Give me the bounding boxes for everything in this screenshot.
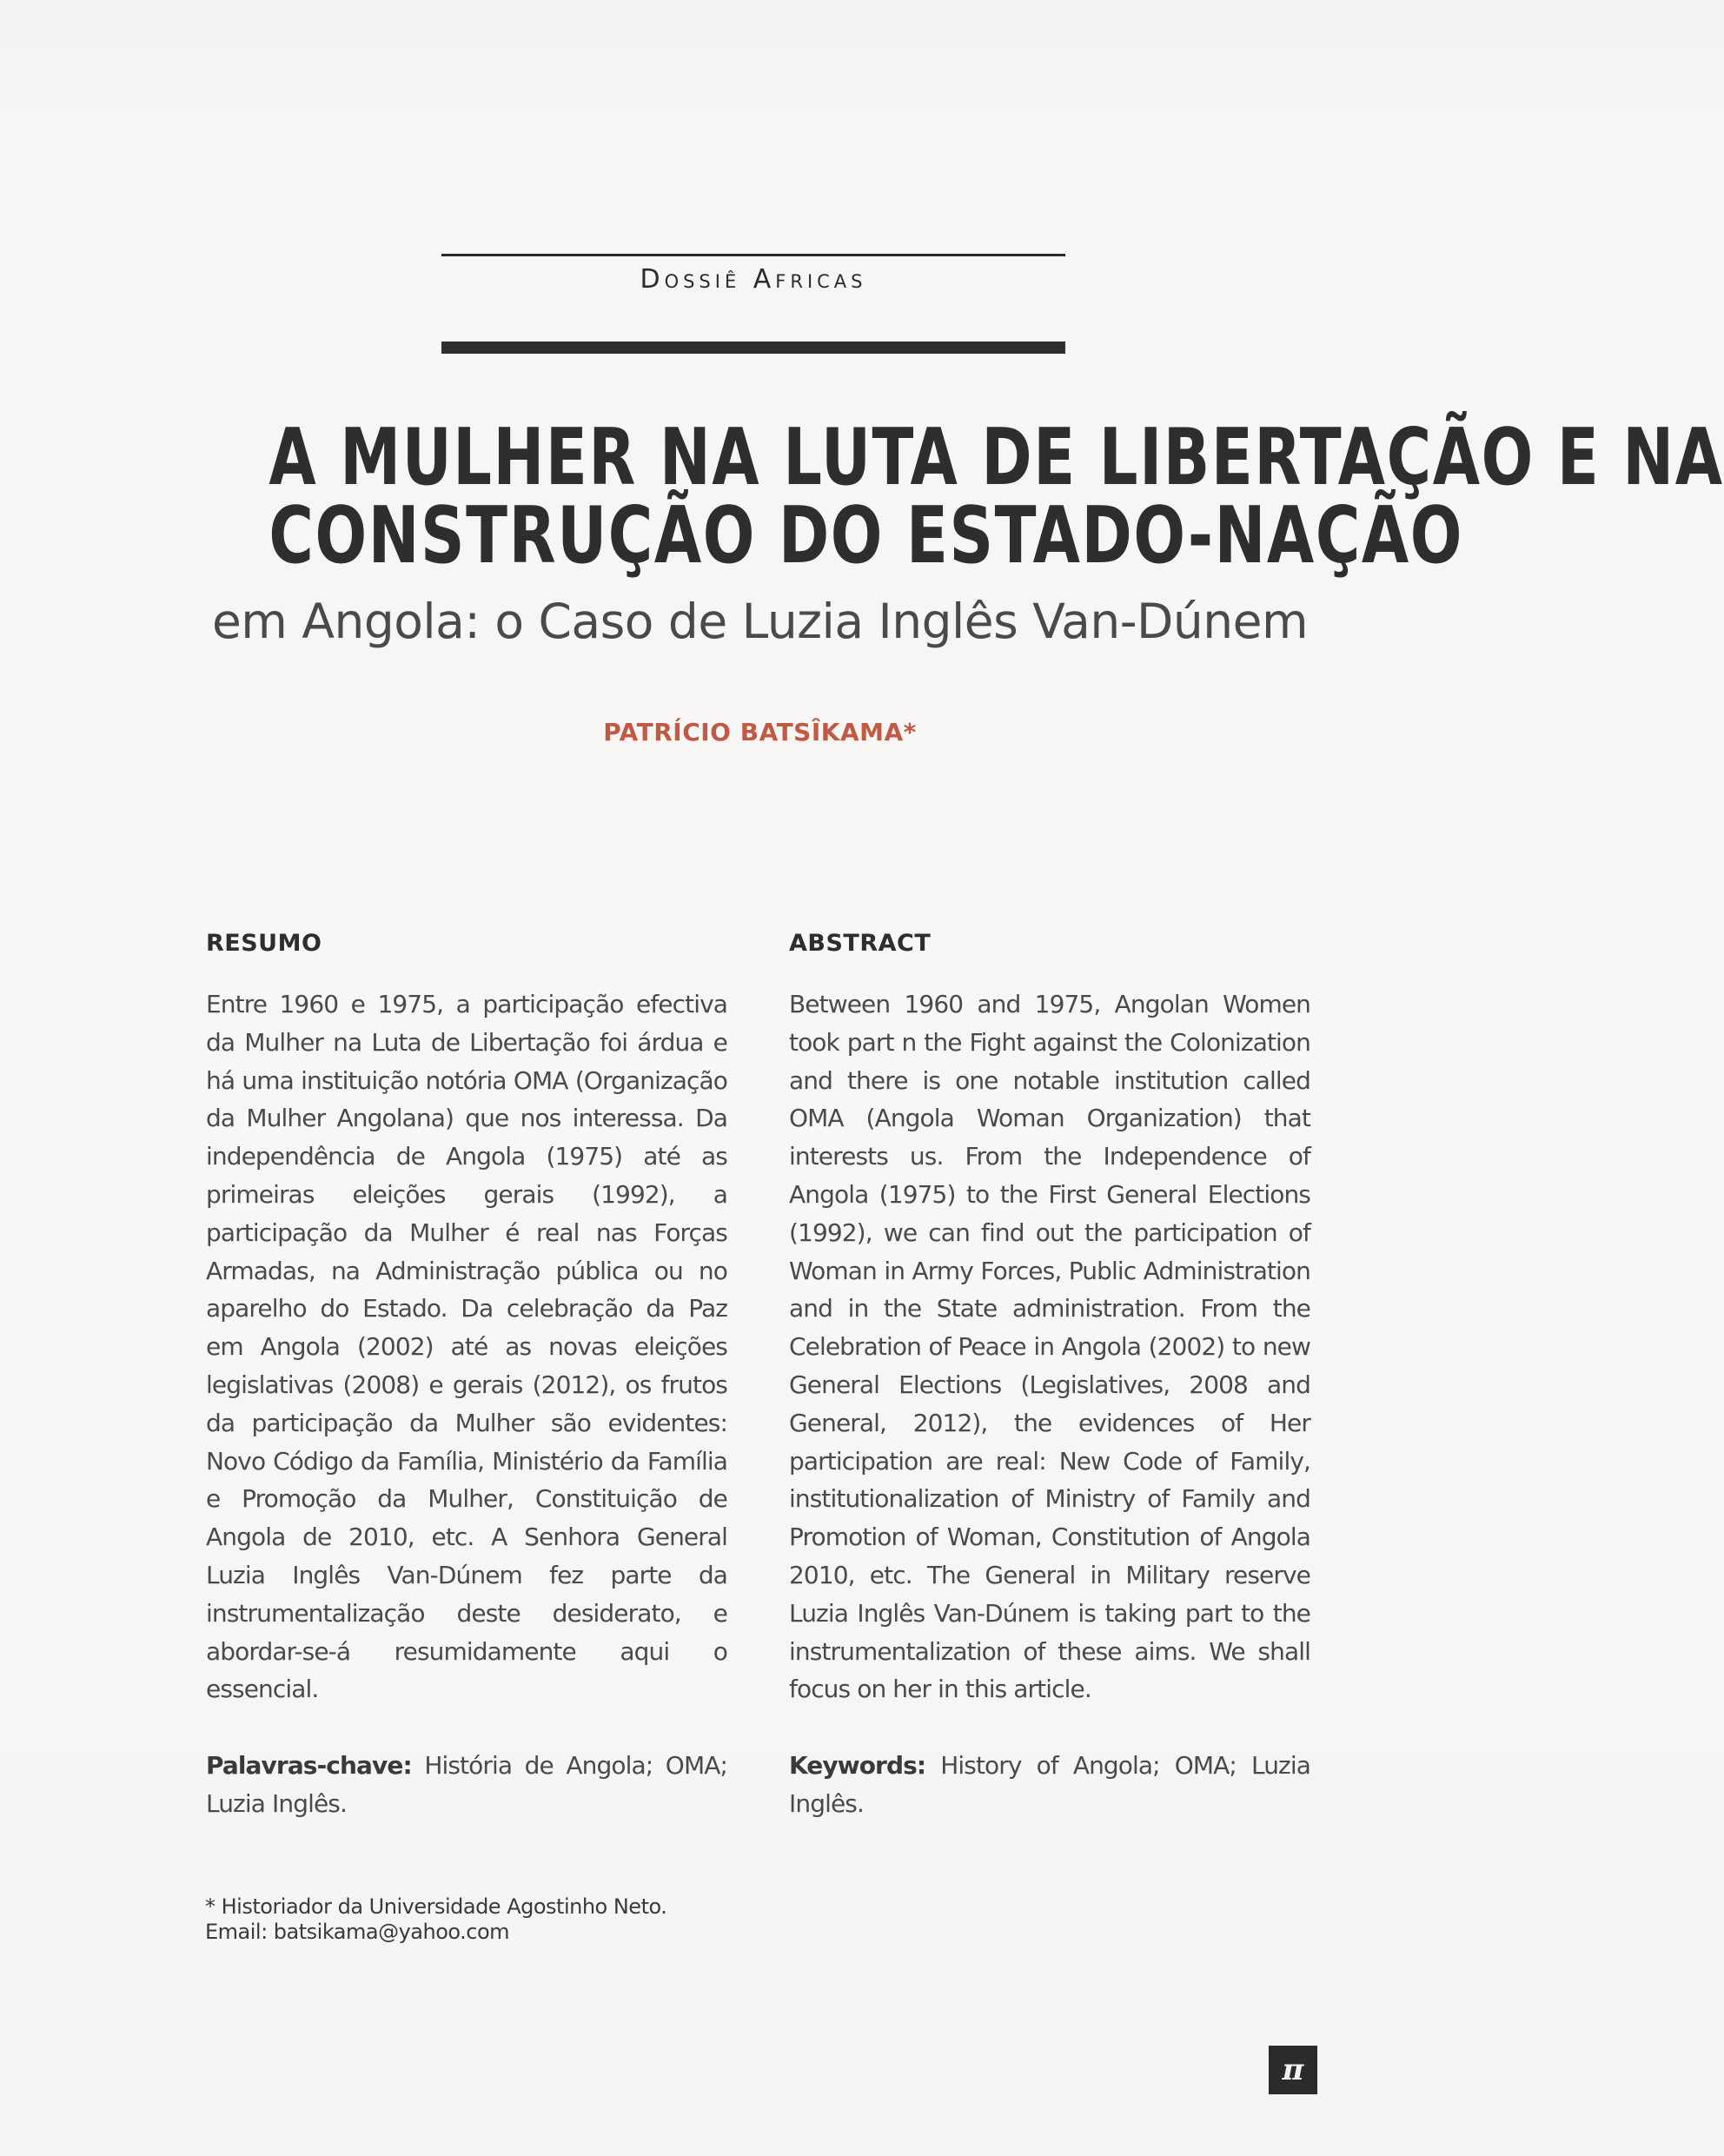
- resumo-column: [206, 926, 727, 1823]
- abstract-keywords: [789, 1747, 1310, 1823]
- resumo-heading: RESUMO: [206, 930, 322, 957]
- abstract-column: [789, 926, 1310, 1823]
- author-footnote: [205, 1894, 987, 1945]
- footnote-affiliation: * Historiador da Universidade Agostinho Neto.: [205, 1894, 667, 1919]
- author-name: PATRÍCIO BATSÎKAMA*: [603, 718, 917, 746]
- article-title: [269, 412, 1724, 581]
- abstract-keywords-label: Keywords:: [789, 1751, 926, 1781]
- resumo-keywords-label: Palavras-chave:: [206, 1751, 412, 1781]
- resumo-keywords-value: História de Angola; OMA; Luzia Inglês.: [206, 1751, 727, 1818]
- journal-logo-icon: [1269, 2046, 1317, 2094]
- journal-logo-glyph: π: [1282, 2053, 1304, 2087]
- resumo-body: Entre 1960 e 1975, a participação efectiva da Mulher na Luta de Libertação foi árdua e há uma instituição notória OMA (Organização da Mulher Angolana) que nos interessa. Da independência de Angola (1975) até as primeiras eleições gerais (1992), a participação da Mulher é real nas Forças Armadas, na Administração pública ou no aparelho do Estado. Da celebração da Paz em Angola (2002) até as novas eleições legislativas (2008) e gerais (2012), os frutos da participação da Mulher são evidentes: Novo Código da Família, Ministério da Família e Promoção da Mulher, Constituição de Angola de 2010, etc. A Senhora General Luzia Inglês Van-Dúnem fez parte da instrumentalização deste desiderato, e abordar-se-á resumidamente aqui o essencial.: [206, 990, 727, 1704]
- section-label: Dossiê Africas: [640, 264, 867, 295]
- abstract-body: Between 1960 and 1975, Angolan Women took part n the Fight against the Colonization and there is one notable institution called OMA (Angola Woman Organization) that interests us. From the Independence of Angola (1975) to the First General Elections (1992), we can find out the participation of Woman in Army Forces, Public Administration and in the State administration. From the Celebration of Peace in Angola (2002) to new General Elections (Legislatives, 2008 and General, 2012), the evidences of Her participation are real: New Code of Family, institutionalization of Ministry of Family and Promotion of Woman, Constitution of Angola 2010, etc. The General in Military reserve Luzia Inglês Van-Dúnem is taking part to the instrumentalization of these aims. We shall focus on her in this article.: [789, 990, 1310, 1704]
- article-title-line-1: A MULHER NA LUTA DE LIBERTAÇÃO E NA: [269, 412, 1724, 503]
- section-bottom-rule: [441, 342, 1065, 354]
- resumo-keywords: [206, 1747, 727, 1823]
- abstract-heading: ABSTRACT: [789, 930, 932, 957]
- article-title-line-2: CONSTRUÇÃO DO ESTADO-NAÇÃO: [269, 490, 1464, 581]
- article-subtitle: em Angola: o Caso de Luzia Inglês Van-Dúnem: [211, 594, 1309, 649]
- section-top-rule: [441, 254, 1065, 256]
- abstract-keywords-value: History of Angola; OMA; Luzia Inglês.: [789, 1751, 1310, 1818]
- footnote-email: Email: batsikama@yahoo.com: [205, 1920, 510, 1944]
